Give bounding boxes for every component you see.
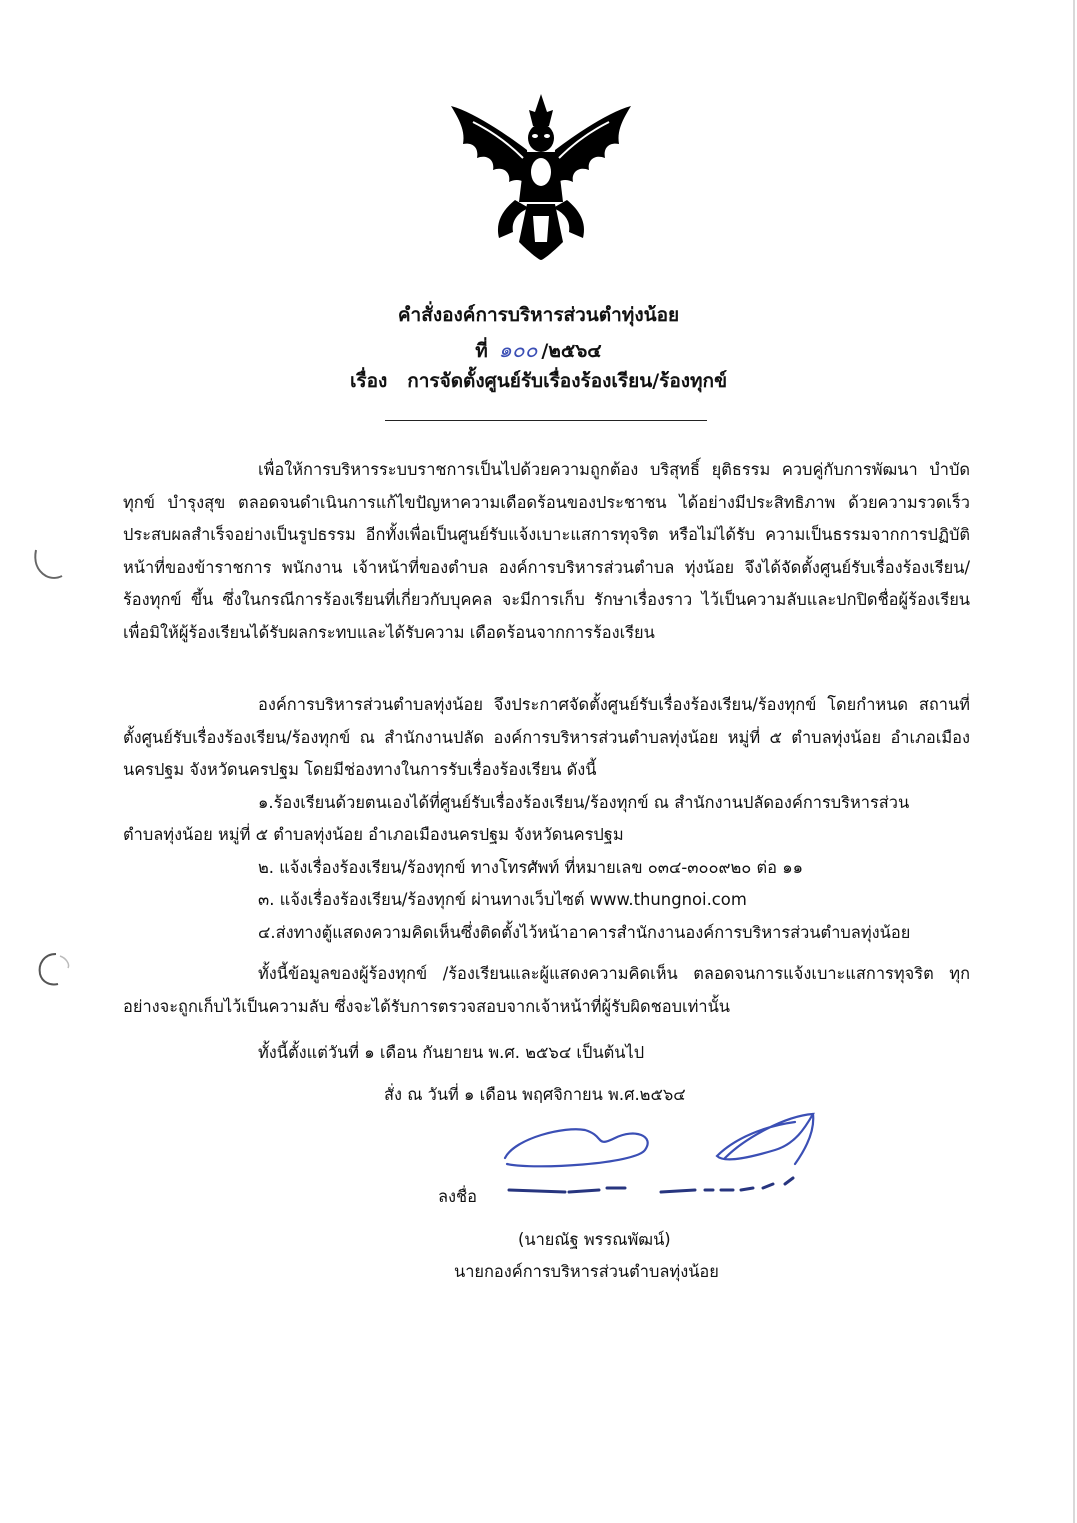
punch-hole-mark <box>30 548 64 582</box>
list-item-4: ๔.ส่งทางตู้แสดงความคิดเห็นซึ่งติดตั้งไว้หน้าอาคารสำนักงานองค์การบริหารส่วนตำบลทุ่งน้อย <box>258 922 911 942</box>
order-date: สั่ง ณ วันที่ ๑ เดือน พฤศจิกายน พ.ศ.๒๕๖๔ <box>384 1085 686 1104</box>
paragraph-1 <box>123 454 970 649</box>
header-divider <box>385 420 707 421</box>
document-number <box>0 334 1077 367</box>
handwritten-signature <box>495 1108 825 1208</box>
effective-date: ทั้งนี้ตั้งแต่วันที่ ๑ เดือน กันยายน พ.ศ. ๒๕๖๔ เป็นต้นไป <box>258 1043 645 1062</box>
list-item-1: ๑.ร้องเรียนด้วยตนเองได้ที่ศูนย์รับเรื่องร้องเรียน/ร้องทุกข์ ณ สำนักงานปลัดองค์การบริหารส่วน <box>258 792 910 812</box>
paragraph-2 <box>123 689 970 949</box>
subject-text: การจัดตั้งศูนย์รับเรื่องร้องเรียน/ร้องทุกข์ <box>407 370 728 392</box>
signatory-title: นายกองค์การบริหารส่วนตำบลทุ่งน้อย <box>454 1262 719 1281</box>
number-handwritten: ๑๐๐ <box>498 338 538 362</box>
number-year: /๒๕๖๔ <box>541 340 602 362</box>
signatory-name: (นายณัฐ พรรณพัฒน์) <box>518 1230 671 1249</box>
paragraph-1-text: เพื่อให้การบริหารระบบราชการเป็นไปด้วยความถูกต้อง บริสุทธิ์ ยุติธรรม ควบคู่กับการพัฒนา บำบัดทุกข์ บำรุงสุข ตลอดจนดำเนินการแก้ไขปัญหาความเดือดร้อนของประชาชน ได้อย่างมีประสิทธิภาพ ด้วยความรวดเร็วประสบผลสำเร็จอย่างเป็นรูปธรรม อีกทั้งเพื่อเป็นศูนย์รับแจ้งเบาะแสการทุจริต หรือไม่ได้รับ ความเป็นธรรมจากการปฏิบัติหน้าที่ของข้าราชการ พนักงาน เจ้าหน้าที่ของตำบล องค์การบริหารส่วนตำบล ทุ่งน้อย จึงได้จัดตั้งศูนย์รับเรื่องร้องเรียน/ร้องทุกข์ ขึ้น ซึ่งในกรณีการร้องเรียนที่เกี่ยวกับบุคคล จะมีการเก็บ รักษาเรื่องราว ไว้เป็นความลับและปกปิดชื่อผู้ร้องเรียน เพื่อมิให้ผู้ร้องเรียนได้รับผลกระทบและได้รับความ เดือดร้อนจากการร้องเรียน <box>123 460 970 642</box>
number-prefix: ที่ <box>475 340 488 362</box>
paragraph-2-text: องค์การบริหารส่วนตำบลทุ่งน้อย จึงประกาศจัดตั้งศูนย์รับเรื่องร้องเรียน/ร้องทุกข์ โดยกำหนด สถานที่ตั้งศูนย์รับเรื่องร้องเรียน/ร้องทุกข์ ณ สำนักงานปลัด องค์การบริหารส่วนตำบลทุ่งน้อย หมู่ที่ ๕ ตำบลทุ่งน้อย อำเภอเมืองนครปฐม จังหวัดนครปฐม โดยมีช่องทางในการรับเรื่องร้องเรียน ดังนี้ <box>123 695 970 779</box>
scan-edge <box>1073 0 1075 1523</box>
document-issuer: คำสั่งองค์การบริหารส่วนตำทุ่งน้อย <box>397 304 680 326</box>
garuda-emblem-icon <box>443 92 639 262</box>
paragraph-3 <box>123 958 970 1023</box>
document-subject <box>0 366 1077 396</box>
punch-hole-mark <box>34 950 74 990</box>
list-item-1-continued: ตำบลทุ่งน้อย หมู่ที่ ๕ ตำบลทุ่งน้อย อำเภอเมืองนครปฐม จังหวัดนครปฐม <box>123 825 624 844</box>
signature-label: ลงชื่อ <box>438 1187 478 1206</box>
paragraph-3-text: ทั้งนี้ข้อมูลของผู้ร้องทุกข์ /ร้องเรียนและผู้แสดงความคิดเห็น ตลอดจนการแจ้งเบาะแสการทุจริต ทุกอย่างจะถูกเก็บไว้เป็นความลับ ซึ่งจะได้รับการตรวจสอบจากเจ้าหน้าที่ผู้รับผิดชอบเท่านั้น <box>123 964 970 1016</box>
list-item-2: ๒. แจ้งเรื่องร้องเรียน/ร้องทุกข์ ทางโทรศัพท์ ที่หมายเลข ๐๓๔-๓๐๐๙๒๐ ต่อ ๑๑ <box>258 857 804 877</box>
subject-label: เรื่อง <box>349 370 388 392</box>
list-item-3: ๓. แจ้งเรื่องร้องเรียน/ร้องทุกข์ ผ่านทางเว็บไซต์ www.thungnoi.com <box>258 890 747 909</box>
